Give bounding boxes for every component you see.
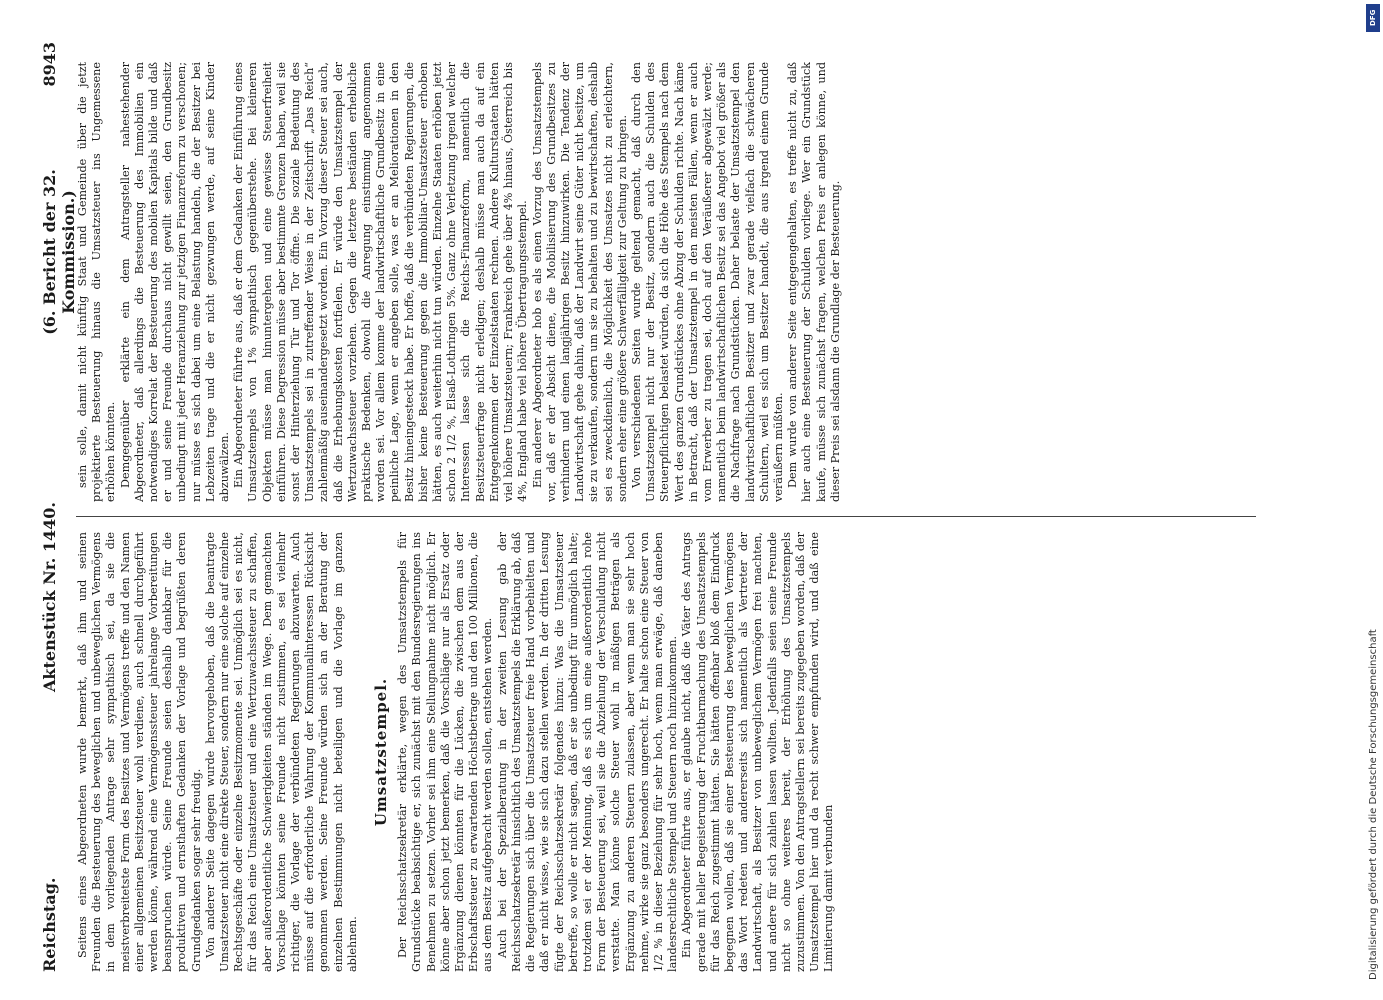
paragraph: Ein Abgeordneter führte aus, daß er dem Gedanken der Einführung eines Umsatzstempels von 1% sympathisch gegenüberstehe. Bei kleineren Objekten müsse man hinuntergehen und eine gewisse Steuerfreiheit einführen. Diese Degression müsse aber bestimmte Grenzen haben, weil sie sonst der Hinterziehung Tür und Tor öffne. Die soziale Bedeutung des Umsatzstempels sei in zutreffender Weise in der Zeitschrift „Das Reich“ zahlenmäßig auseinandergesetzt worden. Ein Vorzug dieser Steuer sei auch, daß die Erhebungskosten fortfielen. Er würde den Umsatzstempel der Wertzuwachssteuer vorziehen. Gegen die letztere beständen erhebliche praktische Bedenken, obwohl die Anregung einstimmig angenommen worden sei. Vor allem komme der landwirtschaftliche Grundbesitz in eine peinliche Lage, wenn er angeben solle, was er an Meliorationen in den Besitz hineingesteckt habe. Er hoffe, daß die verbündeten Regierungen, die bisher keine Besteuerung gegen die Immobiliar-Umsatzsteuer erhoben hätten, es auch weiterhin nicht tun würden. Einzelne Staaten erhöben jetzt schon 2 1/2 %, Elsaß-Lothringen 5%. Ganz ohne Verletzung irgend welcher Interessen lasse sich die Reichs-Finanzreform, namentlich die Besitzsteuerfrage nicht erledigen; deshalb müsse man auch da auf ein Entgegenkommen der Einzelstaaten rechnen. Andere Kulturstaaten hätten viel höhere Umsatzsteuern; Frankreich gehe über 4% hinaus, Österreich bis 4%, England habe viel höhere Übertragungsstempel.	[232, 62, 530, 502]
paragraph: Demgegenüber erklärte ein dem Antragsteller nahestehender Abgeordneter, daß allerdings die Besteuerung des Immobilien ein notwendiges Korrelat der Besteuerung des mobilen Kapitals bilde und daß er und seine Freunde durchaus nicht gewillt seien, den Grundbesitz unbedingt mit jeder Heranziehung zur jetzigen Finanzreform zu verschonen; nur müsse es sich dabei um eine Belastung handeln, die der Besitzer bei Lebzeiten trage und die er nicht gezwungen werde, auf seine Kinder abzuwälzen.	[118, 62, 232, 502]
page-header	[40, 42, 78, 972]
section-title: Umsatzstempel.	[372, 677, 391, 827]
column-divider	[76, 516, 1256, 517]
page-number: 8943	[40, 42, 59, 87]
header-right: (6. Bericht der 32. Kommission.)	[40, 169, 78, 335]
paragraph: Auch bei der Spezialberatung in der zweiten Lesung gab der Reichsschatzsekretär hinsichtlich des Umsatzstempels die Erklärung ab, daß die Regierungen sich über die Umsatzsteuer freie Hand vorbehielten und daß er nicht wisse, wie sie sich dazu stellen werden. In der dritten Lesung fügte der Reichsschatzsekretär folgendes hinzu: Was die Umsatzsteuer betreffe, so wolle er nicht sagen, daß er sie unbedingt für unmöglich halte; trotzdem sei er der Meinung, daß es sich um eine außerordentlich rohe Form der Besteuerung sei, weil sie die Abziehung der Verschuldung nicht verstatte. Man könne solche Steuer wohl in mäßigen Beträgen als Ergänzung zu anderen Steuern zulassen, aber wenn man sie sehr hoch nehme, wirke sie ganz besonders ungerecht. Er halte schon eine Steuer von 1/2 % in dieser Beziehung für sehr hoch, wenn man erwäge, daß daneben landesrechtliche Stempel und Steuern noch hinzukommen.	[495, 532, 680, 972]
paragraph: Ein Abgeordneter führte aus, er glaube nicht, daß die Väter des Antrags gerade mit heller Begeisterung der Fruchtbarmachung des Umsatzstempels für das Reich zugestimmt hätten. Sie hätten offenbar bloß dem Eindruck begegnen wollen, daß sie einer Besteuerung des beweglichen Vermögens das Wort redeten und andererseits sich namentlich als Vertreter der Landwirtschaft, als Besitzer von unbeweglichem Vermögen frei machten, und andere für sich zahlen lassen wollten. Jedenfalls seien seine Freunde nicht so ohne weiteres bereit, der Erhöhung des Umsatzstempels zuzustimmen. Von den Antragstellern sei bereits zugegeben worden, daß der Umsatzstempel hier und da recht schwer empfunden wird, und daß eine Limitierung damit verbunden	[680, 532, 836, 972]
paragraph: Von anderer Seite dagegen wurde hervorgehoben, daß die beantragte Umsatzsteuer nicht eine direkte Steuer, sondern nur eine solche auf einzelne Rechtsgeschäfte oder einzelne Besitzmomente sei. Unmöglich sei es nicht, für das Reich eine Umsatzsteuer und eine Wertzuwachssteuer zu schaffen, aber außerordentliche Schwierigkeiten ständen im Wege. Dem gemachten Vorschlage könnten seine Freunde nicht zustimmen, es sei vielmehr richtiger, die Vorlage der verbündeten Regierungen abzuwarten. Auch müsse auf die erforderliche Wahrung der Kommunalinteressen Rücksicht genommen werden. Seine Freunde würden sich an der Beratung der einzelnen Bestimmungen nicht beteiligen und die Vorlage im ganzen ablehnen.	[203, 532, 359, 972]
paragraph: Seitens eines Abgeordneten wurde bemerkt, daß ihm und seinen Freunden die Besteuerung des beweglichen und unbeweglichen Vermögens in dem vorliegenden Antrage sehr sympathisch sei, da sie die meistverbreitetste Form des Besitzes und Vermögens treffe und den Namen einer allgemeinen Besitzsteuer wohl verdiene, auch schnell durchgeführt werden könne, während eine Vermögenssteuer jahrelange Vorbereitungen beanspruchen würde. Seine Freunde seien deshalb dankbar für die produktiven und ernsthaften Gedanken der Vorlage und begrüßten deren Grundgedanken sogar sehr freudig.	[76, 532, 203, 972]
digitization-note	[1368, 20, 1383, 980]
left-column	[76, 532, 1256, 972]
dfg-logo: DFG	[1366, 4, 1380, 32]
digitization-note-text: Digitalisierung gefördert durch die Deutsche Forschungsgemeinschaft	[1368, 629, 1379, 980]
paragraph: Dem wurde von anderer Seite entgegengehalten, es treffe nicht zu, daß hier auch eine Besteuerung der Schulden vorliege. Wer ein Grundstück kaufe, müsse sich zunächst fragen, welchen Preis er anlegen könne, und dieser Preis sei alsdann die Grundlage der Besteuerung.	[786, 62, 842, 502]
right-column	[76, 62, 1256, 502]
paragraph: sein solle, damit nicht künftig Staat und Gemeinde über die jetzt projektierte Besteuerung hinaus die Umsatzsteuer ins Ungemessene erhöhen könnten.	[76, 62, 118, 502]
paragraph: Der Reichsschatzsekretär erklärte, wegen des Umsatzstempels für Grundstücke beabsichtige er, sich zunächst mit den Bundesregierungen ins Benehmen zu setzen. Vorher sei ihm eine Stellungnahme nicht möglich. Er könne aber schon jetzt bemerken, daß die Vorschläge nur als Ersatz oder Ergänzung dienen könnten für die Lücken, die zwischen dem aus der Erbschaftssteuer zu erwartenden Höchstbetrage und den 100 Millionen, die aus dem Besitz aufgebracht werden sollen, entstehen werden.	[396, 532, 495, 972]
paragraph: Von verschiedenen Seiten wurde geltend gemacht, daß durch den Umsatzstempel nicht nur der Besitz, sondern auch die Schulden des Steuerpflichtigen belastet würden, da sich die Höhe des Stempels nach dem Wert des ganzen Grundstückes ohne Abzug der Schulden richte. Nach käme in Betracht, daß der Umsatzstempel in den meisten Fällen, wenn er auch vom Erwerber zu tragen sei, doch auf den Veräußerer abgewälzt werde; namentlich beim landwirtschaftlichen Besitz sei das Angebot viel größer als die Nachfrage nach Grundstücken. Daher belaste der Umsatzstempel den landwirtschaftlichen Besitzer und zwar gerade vielfach die schwächeren Schultern, weil es sich um Besitzer handelt, die aus irgend einem Grunde veräußern müßten.	[629, 62, 785, 502]
header-middle: Aktenstück Nr. 1440.	[40, 502, 59, 692]
rotated-page-content	[40, 42, 1340, 972]
paragraph: Ein anderer Abgeordneter hob es als einen Vorzug des Umsatzstempels vor, daß er der Absicht diene, die Mobilisierung des Grundbesitzes zu verhindern und einen langjährigen Besitz hinzuwirken. Die Tendenz der Landwirtschaft gehe dahin, daß der Landwirt seine Güter nicht besitze, um sie zu verkaufen, sondern um sie zu behalten und zu bewirtschaften, deshalb sei es zweckdienlich, die Möglichkeit des Umsatzes nicht zu erleichtern, sondern eher eine größere Schwerfälligkeit zur Geltung zu bringen.	[530, 62, 629, 502]
header-left: Reichstag.	[40, 877, 59, 972]
